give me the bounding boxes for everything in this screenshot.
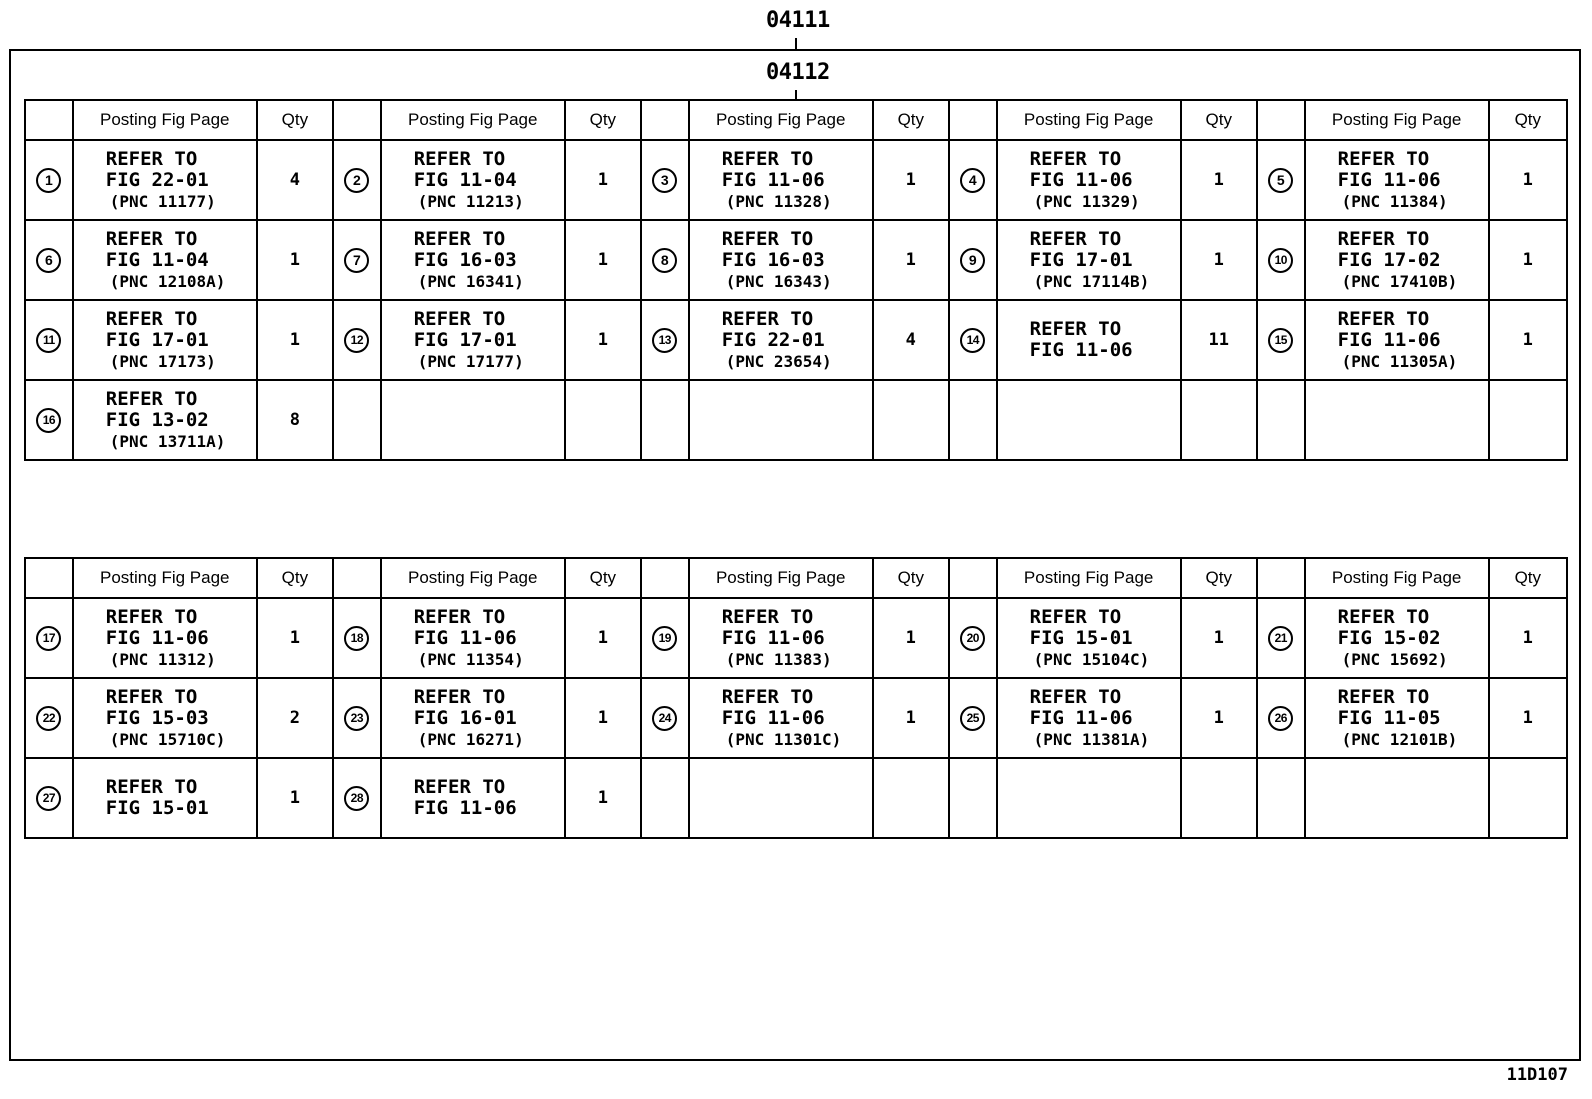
table-row (25, 140, 1567, 220)
table-row (25, 678, 1567, 758)
refer-to-text: REFER TO (105, 605, 198, 628)
qty-cell: 1 (565, 758, 641, 838)
item-number-cell (641, 678, 689, 758)
reference-cell (1305, 678, 1489, 758)
header-qty: Qty (565, 558, 641, 598)
reference-cell (689, 380, 873, 460)
item-number-cell (949, 140, 997, 220)
fig-page-text: FIG 17-01 (1029, 248, 1133, 271)
header-blank-cell (25, 558, 73, 598)
fig-page-text: FIG 15-01 (1029, 626, 1133, 649)
item-number-badge: 7 (344, 248, 369, 273)
header-qty: Qty (1489, 558, 1567, 598)
qty-cell (565, 380, 641, 460)
fig-page-text: FIG 15-03 (105, 706, 209, 729)
item-number-cell (25, 598, 73, 678)
fig-page-text: FIG 11-06 (1029, 339, 1133, 361)
qty-cell (1181, 380, 1257, 460)
fig-page-text: FIG 11-06 (413, 797, 517, 819)
item-number-badge: 19 (652, 626, 677, 651)
refer-to-text: REFER TO (1029, 147, 1122, 170)
header-qty: Qty (1489, 100, 1567, 140)
item-number-cell (641, 758, 689, 838)
pnc-text: (PNC 17114B) (1033, 271, 1150, 291)
reference-cell (1305, 220, 1489, 300)
refer-to-text: REFER TO (413, 776, 506, 798)
refer-to-text: REFER TO (105, 227, 198, 250)
reference-cell (997, 300, 1181, 380)
pnc-text: (PNC 15104C) (1033, 649, 1150, 669)
item-number-cell (949, 678, 997, 758)
item-number-cell (333, 758, 381, 838)
qty-cell: 1 (1489, 300, 1567, 380)
fig-page-text: FIG 15-01 (105, 797, 209, 819)
table-header-row (25, 558, 1567, 598)
reference-cell (381, 380, 565, 460)
qty-cell: 1 (1489, 140, 1567, 220)
item-number-badge: 12 (344, 328, 369, 353)
refer-to-text: REFER TO (721, 307, 814, 330)
pnc-text: (PNC 11329) (1033, 191, 1140, 211)
header-blank-cell (641, 558, 689, 598)
fig-page-text: FIG 17-01 (105, 328, 209, 351)
pnc-text: (PNC 13711A) (109, 431, 226, 451)
item-number-badge: 2 (344, 168, 369, 193)
fig-page-text: FIG 11-06 (721, 168, 825, 191)
reference-cell (381, 140, 565, 220)
pnc-text: (PNC 11301C) (725, 729, 842, 749)
header-qty: Qty (565, 100, 641, 140)
reference-cell (73, 140, 257, 220)
refer-to-text: REFER TO (413, 685, 506, 708)
reference-cell (1305, 380, 1489, 460)
refer-to-text: REFER TO (1029, 605, 1122, 628)
reference-cell (997, 598, 1181, 678)
refer-to-text: REFER TO (1029, 685, 1122, 708)
reference-cell (381, 758, 565, 838)
qty-cell: 4 (257, 140, 333, 220)
pnc-text: (PNC 11312) (109, 649, 216, 669)
header-blank-cell (1257, 558, 1305, 598)
table-row (25, 598, 1567, 678)
item-number-cell (949, 220, 997, 300)
item-number-badge: 21 (1268, 626, 1293, 651)
item-number-badge: 10 (1268, 248, 1293, 273)
fig-page-text: FIG 22-01 (105, 168, 209, 191)
header-posting-fig-page: Posting Fig Page (1305, 100, 1489, 140)
pnc-text: (PNC 12108A) (109, 271, 226, 291)
qty-cell (873, 380, 949, 460)
qty-cell: 1 (1181, 140, 1257, 220)
pnc-text: (PNC 11354) (417, 649, 524, 669)
item-number-cell (25, 380, 73, 460)
item-number-cell (1257, 758, 1305, 838)
reference-cell (381, 220, 565, 300)
item-number-badge: 17 (36, 626, 61, 651)
fig-page-text: FIG 11-06 (1029, 168, 1133, 191)
qty-cell: 1 (257, 758, 333, 838)
reference-cell (997, 758, 1181, 838)
fig-page-text: FIG 16-03 (721, 248, 825, 271)
fig-page-text: FIG 13-02 (105, 408, 209, 431)
qty-cell: 1 (257, 220, 333, 300)
item-number-badge: 3 (652, 168, 677, 193)
item-number-cell (949, 758, 997, 838)
qty-cell: 1 (1181, 220, 1257, 300)
qty-cell: 1 (1181, 598, 1257, 678)
parts-table-1 (24, 99, 1568, 461)
item-number-cell (1257, 220, 1305, 300)
qty-cell (1489, 380, 1567, 460)
item-number-cell (333, 140, 381, 220)
item-number-badge: 22 (36, 706, 61, 731)
fig-page-text: FIG 11-06 (1337, 168, 1441, 191)
header-qty: Qty (257, 100, 333, 140)
pnc-text: (PNC 11381A) (1033, 729, 1150, 749)
table-header-row (25, 100, 1567, 140)
item-number-badge: 23 (344, 706, 369, 731)
item-number-cell (25, 678, 73, 758)
refer-to-text: REFER TO (105, 387, 198, 410)
reference-cell (1305, 758, 1489, 838)
qty-cell: 1 (1181, 678, 1257, 758)
fig-page-text: FIG 17-02 (1337, 248, 1441, 271)
refer-to-text: REFER TO (1029, 227, 1122, 250)
refer-to-text: REFER TO (413, 605, 506, 628)
item-number-cell (333, 300, 381, 380)
qty-cell: 1 (1489, 220, 1567, 300)
pnc-text: (PNC 11383) (725, 649, 832, 669)
fig-page-text: FIG 11-06 (721, 706, 825, 729)
header-posting-fig-page: Posting Fig Page (1305, 558, 1489, 598)
item-number-cell (333, 380, 381, 460)
header-blank-cell (641, 100, 689, 140)
item-number-badge: 27 (36, 786, 61, 811)
parts-table-2 (24, 557, 1568, 839)
table-row (25, 220, 1567, 300)
item-number-badge: 1 (36, 168, 61, 193)
reference-cell (1305, 598, 1489, 678)
item-number-cell (949, 380, 997, 460)
refer-to-text: REFER TO (721, 227, 814, 250)
reference-cell (73, 598, 257, 678)
refer-to-text: REFER TO (721, 685, 814, 708)
qty-cell: 2 (257, 678, 333, 758)
header-qty: Qty (873, 100, 949, 140)
pnc-text: (PNC 15692) (1341, 649, 1448, 669)
refer-to-text: REFER TO (1337, 605, 1430, 628)
qty-cell: 1 (257, 300, 333, 380)
item-number-cell (641, 140, 689, 220)
refer-to-text: REFER TO (721, 605, 814, 628)
qty-cell: 1 (565, 598, 641, 678)
header-qty: Qty (257, 558, 333, 598)
refer-to-text: REFER TO (1337, 227, 1430, 250)
item-number-cell (333, 598, 381, 678)
item-number-cell (949, 300, 997, 380)
qty-cell: 4 (873, 300, 949, 380)
item-number-cell (1257, 678, 1305, 758)
reference-cell (689, 220, 873, 300)
item-number-badge: 5 (1268, 168, 1293, 193)
table-row (25, 380, 1567, 460)
reference-cell (73, 300, 257, 380)
fig-page-text: FIG 11-06 (721, 626, 825, 649)
fig-page-text: FIG 15-02 (1337, 626, 1441, 649)
item-number-cell (333, 678, 381, 758)
pnc-text: (PNC 16341) (417, 271, 524, 291)
item-number-badge: 16 (36, 408, 61, 433)
figure-code: 11D107 (1506, 1065, 1568, 1085)
reference-cell (997, 380, 1181, 460)
item-number-cell (1257, 300, 1305, 380)
fig-page-text: FIG 11-06 (413, 626, 517, 649)
inner-assembly-label: 04112 (766, 60, 830, 85)
qty-cell: 1 (873, 598, 949, 678)
reference-cell (73, 380, 257, 460)
qty-cell: 1 (565, 300, 641, 380)
qty-cell: 1 (873, 220, 949, 300)
reference-cell (381, 300, 565, 380)
item-number-badge: 26 (1268, 706, 1293, 731)
table-row (25, 758, 1567, 838)
pnc-text: (PNC 16343) (725, 271, 832, 291)
pnc-text: (PNC 15710C) (109, 729, 226, 749)
header-posting-fig-page: Posting Fig Page (381, 100, 565, 140)
fig-page-text: FIG 16-03 (413, 248, 517, 271)
header-posting-fig-page: Posting Fig Page (73, 558, 257, 598)
item-number-cell (25, 758, 73, 838)
pnc-text: (PNC 12101B) (1341, 729, 1458, 749)
qty-cell: 1 (873, 678, 949, 758)
item-number-cell (641, 220, 689, 300)
header-blank-cell (949, 558, 997, 598)
fig-page-text: FIG 16-01 (413, 706, 517, 729)
pnc-text: (PNC 23654) (725, 351, 832, 371)
item-number-badge: 14 (960, 328, 985, 353)
refer-to-text: REFER TO (413, 307, 506, 330)
qty-cell: 1 (1489, 678, 1567, 758)
qty-cell: 1 (873, 140, 949, 220)
reference-cell (689, 758, 873, 838)
header-posting-fig-page: Posting Fig Page (73, 100, 257, 140)
qty-cell: 1 (565, 220, 641, 300)
refer-to-text: REFER TO (105, 776, 198, 798)
reference-cell (997, 140, 1181, 220)
pnc-text: (PNC 11384) (1341, 191, 1448, 211)
pnc-text: (PNC 11213) (417, 191, 524, 211)
item-number-badge: 11 (36, 328, 61, 353)
outer-assembly-label: 04111 (766, 8, 830, 33)
item-number-cell (641, 300, 689, 380)
qty-cell: 8 (257, 380, 333, 460)
header-qty: Qty (1181, 558, 1257, 598)
pnc-text: (PNC 17177) (417, 351, 524, 371)
qty-cell (1181, 758, 1257, 838)
pnc-text: (PNC 17173) (109, 351, 216, 371)
reference-cell (1305, 300, 1489, 380)
pnc-text: (PNC 16271) (417, 729, 524, 749)
item-number-cell (1257, 598, 1305, 678)
qty-cell (873, 758, 949, 838)
header-qty: Qty (1181, 100, 1257, 140)
header-posting-fig-page: Posting Fig Page (689, 558, 873, 598)
header-blank-cell (949, 100, 997, 140)
item-number-badge: 8 (652, 248, 677, 273)
header-blank-cell (25, 100, 73, 140)
item-number-badge: 4 (960, 168, 985, 193)
item-number-badge: 28 (344, 786, 369, 811)
fig-page-text: FIG 11-06 (1029, 706, 1133, 729)
refer-to-text: REFER TO (1337, 147, 1430, 170)
item-number-badge: 25 (960, 706, 985, 731)
fig-page-text: FIG 11-06 (105, 626, 209, 649)
qty-cell: 1 (1489, 598, 1567, 678)
refer-to-text: REFER TO (721, 147, 814, 170)
header-posting-fig-page: Posting Fig Page (381, 558, 565, 598)
item-number-badge: 20 (960, 626, 985, 651)
item-number-badge: 15 (1268, 328, 1293, 353)
reference-cell (73, 678, 257, 758)
refer-to-text: REFER TO (413, 147, 506, 170)
reference-cell (1305, 140, 1489, 220)
refer-to-text: REFER TO (105, 307, 198, 330)
item-number-cell (641, 380, 689, 460)
item-number-cell (1257, 140, 1305, 220)
qty-cell: 1 (565, 140, 641, 220)
reference-cell (73, 758, 257, 838)
refer-to-text: REFER TO (105, 147, 198, 170)
refer-to-text: REFER TO (413, 227, 506, 250)
reference-cell (381, 598, 565, 678)
reference-cell (689, 678, 873, 758)
reference-cell (381, 678, 565, 758)
fig-page-text: FIG 11-04 (105, 248, 209, 271)
item-number-badge: 9 (960, 248, 985, 273)
header-posting-fig-page: Posting Fig Page (997, 558, 1181, 598)
reference-cell (689, 140, 873, 220)
header-blank-cell (333, 100, 381, 140)
qty-cell: 1 (257, 598, 333, 678)
header-posting-fig-page: Posting Fig Page (997, 100, 1181, 140)
refer-to-text: REFER TO (105, 685, 198, 708)
item-number-cell (25, 140, 73, 220)
item-number-cell (25, 300, 73, 380)
pnc-text: (PNC 11328) (725, 191, 832, 211)
fig-page-text: FIG 11-06 (1337, 328, 1441, 351)
fig-page-text: FIG 11-04 (413, 168, 517, 191)
reference-cell (689, 598, 873, 678)
refer-to-text: REFER TO (1029, 318, 1122, 340)
item-number-cell (641, 598, 689, 678)
header-blank-cell (333, 558, 381, 598)
header-qty: Qty (873, 558, 949, 598)
refer-to-text: REFER TO (1337, 307, 1430, 330)
header-blank-cell (1257, 100, 1305, 140)
fig-page-text: FIG 11-05 (1337, 706, 1441, 729)
item-number-cell (25, 220, 73, 300)
pnc-text: (PNC 11177) (109, 191, 216, 211)
pnc-text: (PNC 11305A) (1341, 351, 1458, 371)
table-row (25, 300, 1567, 380)
fig-page-text: FIG 17-01 (413, 328, 517, 351)
item-number-cell (1257, 380, 1305, 460)
reference-cell (73, 220, 257, 300)
item-number-badge: 24 (652, 706, 677, 731)
reference-cell (997, 220, 1181, 300)
qty-cell (1489, 758, 1567, 838)
item-number-cell (333, 220, 381, 300)
reference-cell (689, 300, 873, 380)
fig-page-text: FIG 22-01 (721, 328, 825, 351)
item-number-badge: 6 (36, 248, 61, 273)
qty-cell: 11 (1181, 300, 1257, 380)
qty-cell: 1 (565, 678, 641, 758)
header-posting-fig-page: Posting Fig Page (689, 100, 873, 140)
item-number-cell (949, 598, 997, 678)
item-number-badge: 18 (344, 626, 369, 651)
pnc-text: (PNC 17410B) (1341, 271, 1458, 291)
refer-to-text: REFER TO (1337, 685, 1430, 708)
item-number-badge: 13 (652, 328, 677, 353)
reference-cell (997, 678, 1181, 758)
